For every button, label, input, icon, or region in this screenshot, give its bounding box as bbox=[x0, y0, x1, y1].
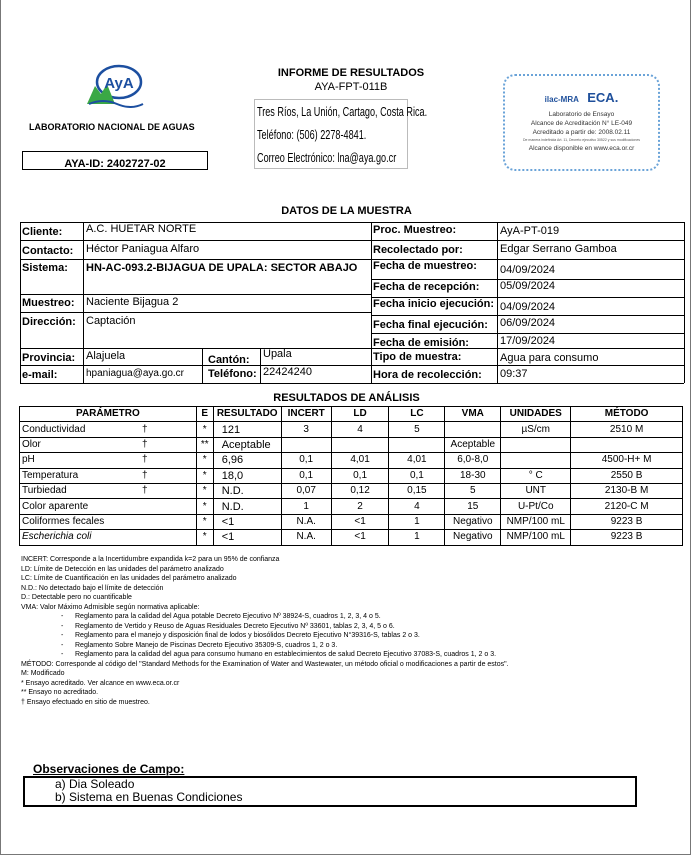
canton-label: Cantón: bbox=[208, 354, 250, 366]
accr-line2: Alcance de Acreditación N° LE-049 bbox=[530, 120, 633, 127]
ld-cell bbox=[331, 437, 389, 452]
in-situ-mark: † bbox=[142, 454, 148, 466]
results-row bbox=[20, 530, 683, 545]
note-line: - Reglamento para el manejo y disposición final de lodos y biosólidos Decreto Ejecutivo N°39316-S, tablas 2 o 3. bbox=[61, 632, 420, 639]
issue-label: Fecha de emisión: bbox=[373, 337, 469, 349]
method-cell: 4500-H+ M bbox=[571, 453, 683, 468]
results-row bbox=[20, 483, 683, 498]
units-cell: UNT bbox=[501, 483, 571, 498]
method-cell: 2120-C M bbox=[571, 499, 683, 514]
param-name: Temperatura bbox=[22, 469, 79, 481]
in-situ-mark: † bbox=[142, 485, 148, 497]
note-text: ** Ensayo no acreditado. bbox=[21, 689, 99, 696]
vma-cell: 15 bbox=[445, 499, 501, 514]
result-cell: 121 bbox=[213, 422, 281, 437]
e-cell: ** bbox=[196, 437, 213, 452]
type-value: Agua para consumo bbox=[500, 352, 599, 364]
note-text: MÉTODO: Corresponde al código del "Standard Methods for the Examination of Water and Wastewater, un método oficial o modificaciones a partir de estos". bbox=[21, 660, 509, 668]
param-cell bbox=[20, 514, 197, 529]
aya-id: AYA-ID: 2402727-02 bbox=[22, 151, 208, 170]
lc-cell bbox=[389, 437, 445, 452]
note-text: † Ensayo efectuado en sitio de muestreo. bbox=[21, 698, 150, 706]
observation-item: b) Sistema en Buenas Condiciones bbox=[55, 790, 243, 804]
incert-cell: 1 bbox=[281, 499, 331, 514]
param-cell bbox=[20, 437, 197, 452]
note-line: - Reglamento para la calidad del agua para consumo humano en establecimientos de salud Decreto Ejecutivo 37083-S, cuadros 1, 2 o 3. bbox=[61, 651, 497, 658]
start-value: 04/09/2024 bbox=[500, 301, 556, 313]
note-line bbox=[21, 603, 681, 613]
incert-cell: 3 bbox=[281, 422, 331, 437]
phone-value: 22424240 bbox=[263, 366, 312, 378]
ld-cell: <1 bbox=[331, 530, 389, 545]
e-cell: * bbox=[196, 468, 213, 483]
vma-cell: Aceptable bbox=[445, 437, 501, 452]
method-cell: 9223 B bbox=[571, 514, 683, 529]
sample-section-title: DATOS DE LA MUESTRA bbox=[281, 205, 412, 217]
aya-logo bbox=[85, 64, 145, 108]
param-name: Conductividad bbox=[22, 423, 86, 435]
ld-cell: 0,12 bbox=[331, 483, 389, 498]
results-row bbox=[20, 422, 683, 437]
ld-cell: 2 bbox=[331, 499, 389, 514]
result-cell: <1 bbox=[213, 514, 281, 529]
reception-value: 05/09/2024 bbox=[500, 280, 556, 292]
note-line bbox=[21, 593, 681, 603]
sample-grid bbox=[20, 222, 684, 383]
ld-cell: 4 bbox=[331, 422, 389, 437]
col-header: E bbox=[196, 407, 213, 422]
accreditation-logos bbox=[505, 90, 658, 105]
note-text: Reglamento para la calidad del agua para consumo humano en establecimientos de salud Decreto Ejecutivo 37083-S, cuadros 1, 2 o 3. bbox=[75, 651, 497, 658]
param-cell bbox=[20, 468, 197, 483]
col-header: INCERT bbox=[281, 407, 331, 422]
vma-cell bbox=[445, 422, 501, 437]
eca-logo: ECA. bbox=[587, 90, 619, 105]
in-situ-mark: † bbox=[142, 423, 148, 435]
ld-cell: 0,1 bbox=[331, 468, 389, 483]
e-cell: * bbox=[196, 514, 213, 529]
units-cell: ° C bbox=[501, 468, 571, 483]
param-cell bbox=[20, 483, 197, 498]
param-cell bbox=[20, 422, 197, 437]
results-body bbox=[20, 422, 683, 545]
results-row bbox=[20, 468, 683, 483]
results-row bbox=[20, 453, 683, 468]
note-text: INCERT: Corresponde a la Incertidumbre expandida k=2 para un 95% de confianza bbox=[21, 556, 280, 563]
note-text: Reglamento para el manejo y disposición final de lodos y biosólidos Decreto Ejecutivo N°39316-S, tablas 2 o 3. bbox=[75, 632, 420, 639]
units-cell: NMP/100 mL bbox=[501, 514, 571, 529]
accr-line5: Alcance disponible en www.eca.or.cr bbox=[528, 145, 635, 152]
e-cell: * bbox=[196, 453, 213, 468]
note-line: - Reglamento de Vertido y Reuso de Aguas Residuales Decreto Ejecutivo Nº 33601, tablas 2, 3, 4, 5 o 6. bbox=[61, 622, 395, 630]
col-header: PARÁMETRO bbox=[20, 407, 197, 422]
col-header: MÉTODO bbox=[571, 407, 683, 422]
note-text: LC: Límite de Cuantificación en las unidades del parámetro analizado bbox=[21, 575, 237, 582]
col-header: RESULTADO bbox=[213, 407, 281, 422]
lc-cell: 4,01 bbox=[389, 453, 445, 468]
vma-cell: 18-30 bbox=[445, 468, 501, 483]
vma-cell: Negativo bbox=[445, 514, 501, 529]
end-value: 06/09/2024 bbox=[500, 317, 556, 329]
vma-cell: 5 bbox=[445, 483, 501, 498]
accr-line1: Laboratorio de Ensayo bbox=[548, 111, 615, 118]
param-name: pH bbox=[22, 454, 35, 466]
note-line bbox=[21, 555, 681, 565]
observation-item: a) Dia Soleado bbox=[55, 777, 135, 791]
results-row bbox=[20, 514, 683, 529]
result-cell: 6,96 bbox=[213, 453, 281, 468]
note-line bbox=[21, 669, 681, 679]
results-header-row bbox=[20, 407, 683, 422]
direction-value: Captación bbox=[86, 315, 136, 327]
note-line: - Reglamento Sobre Manejo de Piscinas Decreto Ejecutivo 35309-S, cuadros 1, 2 o 3. bbox=[61, 641, 338, 649]
address-block bbox=[257, 100, 427, 169]
note-line bbox=[21, 565, 681, 575]
accr-line3: Acreditado a partir de: 2008.02.11 bbox=[532, 129, 631, 136]
result-cell: Aceptable bbox=[213, 437, 281, 452]
start-label: Fecha inicio ejecución: bbox=[373, 298, 495, 310]
results-row bbox=[20, 437, 683, 452]
note-line bbox=[21, 688, 681, 698]
province-label: Provincia: bbox=[22, 352, 76, 364]
proc-label: Proc. Muestreo: bbox=[373, 224, 457, 236]
note-text: VMA: Valor Máximo Admisible según normativa aplicable: bbox=[21, 603, 200, 611]
observations-title: Observaciones de Campo: bbox=[33, 762, 185, 776]
param-cell bbox=[20, 453, 197, 468]
vma-cell: Negativo bbox=[445, 530, 501, 545]
method-cell: 2130-B M bbox=[571, 483, 683, 498]
result-cell: N.D. bbox=[213, 483, 281, 498]
ld-cell: 4,01 bbox=[331, 453, 389, 468]
hour-value: 09:37 bbox=[500, 368, 528, 380]
email-label: e-mail: bbox=[22, 369, 58, 381]
note-text: M: Modificado bbox=[21, 670, 65, 677]
incert-cell: N.A. bbox=[281, 514, 331, 529]
method-cell: 9223 B bbox=[571, 530, 683, 545]
units-cell: µS/cm bbox=[501, 422, 571, 437]
method-cell: 2550 B bbox=[571, 468, 683, 483]
client-value: A.C. HUETAR NORTE bbox=[86, 223, 197, 235]
in-situ-mark: † bbox=[142, 438, 148, 450]
note-text: Reglamento Sobre Manejo de Piscinas Decreto Ejecutivo 35309-S, cuadros 1, 2 o 3. bbox=[75, 641, 338, 649]
accreditation-seal bbox=[503, 74, 660, 171]
lc-cell: 5 bbox=[389, 422, 445, 437]
contact-label: Contacto: bbox=[22, 245, 74, 257]
hour-label: Hora de recolección: bbox=[373, 369, 482, 381]
report-title: INFORME DE RESULTADOS bbox=[277, 67, 425, 79]
sampling-label: Muestreo: bbox=[22, 297, 75, 309]
system-label: Sistema: bbox=[22, 262, 68, 274]
incert-cell: 0,07 bbox=[281, 483, 331, 498]
note-line bbox=[21, 679, 681, 689]
note-line bbox=[21, 660, 681, 670]
lc-cell: 0,1 bbox=[389, 468, 445, 483]
canton-value: Upala bbox=[263, 348, 292, 360]
note-text: D.: Detectable pero no cuantificable bbox=[21, 594, 132, 601]
notes-block bbox=[21, 555, 681, 707]
result-cell: N.D. bbox=[213, 499, 281, 514]
param-cell bbox=[20, 499, 197, 514]
lc-cell: 1 bbox=[389, 530, 445, 545]
phone-line: Teléfono: (506) 2278-4841. bbox=[257, 127, 367, 142]
note-text: LD: Límite de Detección en las unidades del parámetro analizado bbox=[21, 565, 224, 573]
param-name: Coliformes fecales bbox=[22, 515, 105, 527]
result-cell: <1 bbox=[213, 530, 281, 545]
issue-value: 17/09/2024 bbox=[500, 335, 556, 347]
collected-label: Recolectado por: bbox=[373, 244, 463, 256]
units-cell bbox=[501, 453, 571, 468]
lc-cell: 0,15 bbox=[389, 483, 445, 498]
note-line bbox=[21, 574, 681, 584]
units-cell: U-Pt/Co bbox=[501, 499, 571, 514]
note-text: Reglamento de Vertido y Reuso de Aguas Residuales Decreto Ejecutivo Nº 33601, tablas 2, 3, 4, 5 o 6. bbox=[75, 622, 395, 630]
note-line bbox=[21, 584, 681, 594]
e-cell: * bbox=[196, 483, 213, 498]
note-text: * Ensayo acreditado. Ver alcance en www.eca.or.cr bbox=[21, 679, 180, 687]
ilac-logo: ilac-MRA bbox=[544, 95, 579, 104]
incert-cell: N.A. bbox=[281, 530, 331, 545]
param-name: Turbiedad bbox=[22, 485, 67, 497]
col-header: LC bbox=[389, 407, 445, 422]
e-cell: * bbox=[196, 530, 213, 545]
e-cell: * bbox=[196, 499, 213, 514]
incert-cell: 0,1 bbox=[281, 453, 331, 468]
param-name: Color aparente bbox=[22, 500, 89, 512]
results-row bbox=[20, 499, 683, 514]
param-name: Olor bbox=[22, 438, 41, 450]
collected-value: Edgar Serrano Gamboa bbox=[500, 243, 617, 255]
client-label: Cliente: bbox=[22, 226, 63, 238]
accr-line4: De manera indefinida Art. 11, Decreto ejecutivo 30522 y sus modificaciones bbox=[522, 138, 641, 142]
sampling-value: Naciente Bijagua 2 bbox=[86, 296, 179, 308]
incert-cell bbox=[281, 437, 331, 452]
vma-cell: 6,0-8,0 bbox=[445, 453, 501, 468]
type-label: Tipo de muestra: bbox=[373, 351, 462, 363]
reception-label: Fecha de recepción: bbox=[373, 281, 480, 293]
col-header: LD bbox=[331, 407, 389, 422]
direction-label: Dirección: bbox=[22, 316, 76, 328]
email-value: hpaniagua@aya.go.cr bbox=[86, 368, 184, 379]
in-situ-mark: † bbox=[142, 469, 148, 481]
col-header: VMA bbox=[445, 407, 501, 422]
units-cell: NMP/100 mL bbox=[501, 530, 571, 545]
results-section-title: RESULTADOS DE ANÁLISIS bbox=[273, 392, 420, 404]
lc-cell: 4 bbox=[389, 499, 445, 514]
contact-value: Héctor Paniagua Alfaro bbox=[86, 243, 200, 255]
param-cell bbox=[20, 530, 197, 545]
phone-label: Teléfono: bbox=[208, 368, 257, 380]
method-cell: 2510 M bbox=[571, 422, 683, 437]
ld-cell: <1 bbox=[331, 514, 389, 529]
method-cell bbox=[571, 437, 683, 452]
end-label: Fecha final ejecución: bbox=[373, 319, 488, 331]
note-text: Reglamento para la calidad del Agua potable Decreto Ejecutivo Nº 38924-S, cuadros 1, 2, 3, 4 o 5. bbox=[75, 613, 381, 620]
system-value: HN-AC-093.2-BIJAGUA DE UPALA: SECTOR ABAJO bbox=[86, 262, 358, 274]
observations-box bbox=[23, 776, 637, 807]
e-cell: * bbox=[196, 422, 213, 437]
results-table bbox=[19, 406, 683, 546]
incert-cell: 0,1 bbox=[281, 468, 331, 483]
sampling-date-value: 04/09/2024 bbox=[500, 264, 556, 276]
aya-logo-text: AyA bbox=[104, 75, 134, 92]
param-name: Escherichia coli bbox=[22, 531, 92, 543]
units-cell bbox=[501, 437, 571, 452]
col-header: UNIDADES bbox=[501, 407, 571, 422]
address-line: Tres Ríos, La Unión, Cartago, Costa Rica. bbox=[257, 104, 428, 119]
report-code: AYA-FPT-011B bbox=[314, 81, 388, 93]
note-line bbox=[21, 698, 681, 708]
lc-cell: 1 bbox=[389, 514, 445, 529]
note-text: N.D.: No detectado bajo el límite de detección bbox=[21, 584, 164, 592]
sampling-date-label: Fecha de muestreo: bbox=[373, 260, 477, 272]
proc-value: AyA-PT-019 bbox=[500, 225, 560, 237]
note-line: - Reglamento para la calidad del Agua potable Decreto Ejecutivo Nº 38924-S, cuadros 1, 2, 3, 4 o 5. bbox=[61, 613, 381, 620]
lab-name: LABORATORIO NACIONAL DE AGUAS bbox=[29, 122, 195, 132]
email-line: Correo Electrónico: lna@aya.go.cr bbox=[257, 150, 397, 165]
result-cell: 18,0 bbox=[213, 468, 281, 483]
province-value: Alajuela bbox=[86, 350, 126, 362]
